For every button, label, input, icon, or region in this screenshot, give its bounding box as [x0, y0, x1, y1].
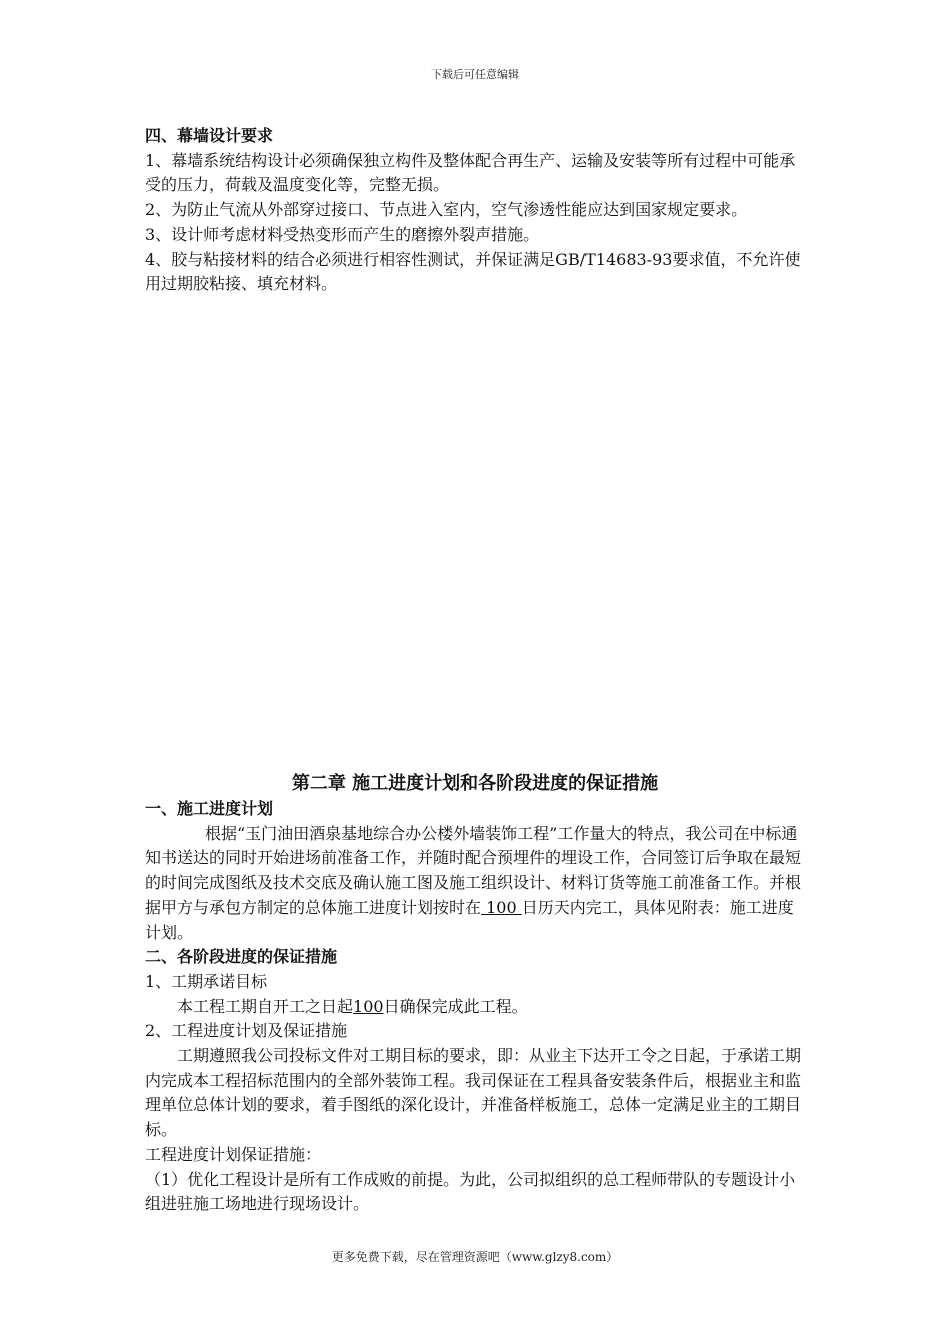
schedule-paragraph — [145, 822, 807, 946]
chapter-title: 第二章 施工进度计划和各阶段进度的保证措施 — [291, 773, 659, 794]
target-paragraph — [145, 995, 807, 1020]
requirement-item-1: 1、幕墙系统结构设计必须确保独立构件及整体配合再生产、运输及安装等所有过程中可能承受的压力，荷载及温度变化等，完整无损。 — [145, 150, 796, 195]
measures-heading: 工程进度计划保证措施： — [145, 1144, 322, 1164]
section-heading-schedule: 一、施工进度计划 — [145, 799, 274, 818]
plan-paragraph: 工期遵照我公司投标文件对工期目标的要求，即：从业主下达开工令之日起，于承诺工期内完成本工程招标范围内的全部外装饰工程。我司保证在工程具备安装条件后，根据业主和监理单位总体计划的要求，着手图纸的深化设计，并准备样板施工，总体一定满足业主的工期目标。 — [145, 1046, 802, 1140]
section-heading-guarantee: 二、各阶段进度的保证措施 — [145, 947, 338, 967]
schedule-text-b: 日历天内完工，具体见附表：施工进度计划。 — [145, 897, 794, 942]
schedule-text-a: 根据“玉门油田酒泉基地综合办公楼外墙装饰工程”工作量大的特点，我公司在中标通知书送达的同时开始进场前准备工作，并随时配合预埋件的埋设工作，合同签订后争取在最短的时间完成图纸及技术交底及确认施工图及施工组织设计、材料订货等施工前准备工作。并根据甲方与承包方制定的总体施工进度计划按时在 — [145, 823, 802, 917]
page-footer: 更多免费下载，尽在管理资源吧（www.glzy8.com） — [331, 1250, 619, 1264]
requirement-item-3: 3、设计师考虑材料受热变形而产生的磨擦外裂声措施。 — [145, 224, 540, 244]
sub-heading-target: 1、工期承诺目标 — [145, 971, 268, 991]
page-header: 下载后可任意编辑 — [431, 68, 519, 81]
requirement-item-4: 4、胶与粘接材料的结合必须进行相容性测试，并保证满足GB/T14683-93要求值，不允许使用过期胶粘接、填充材料。 — [145, 249, 801, 294]
measure-1: （1）优化工程设计是所有工作成败的前提。为此，公司拟组织的总工程师带队的专题设计小组进驻施工场地进行现场设计。 — [145, 1169, 796, 1214]
section-heading: 四、幕墙设计要求 — [145, 126, 274, 145]
schedule-days: 100 — [481, 897, 522, 917]
target-days: 100 — [353, 996, 384, 1016]
target-text-b: 日确保完成此工程。 — [383, 996, 528, 1016]
sub-heading-plan: 2、工程进度计划及保证措施 — [145, 1021, 348, 1041]
section-curtain-wall-requirements — [145, 124, 807, 297]
chapter2-body — [145, 797, 807, 1217]
target-text-a: 本工程工期自开工之日起 — [177, 996, 354, 1016]
requirement-item-2: 2、为防止气流从外部穿过接口、节点进入室内，空气渗透性能应达到国家规定要求。 — [145, 200, 748, 220]
